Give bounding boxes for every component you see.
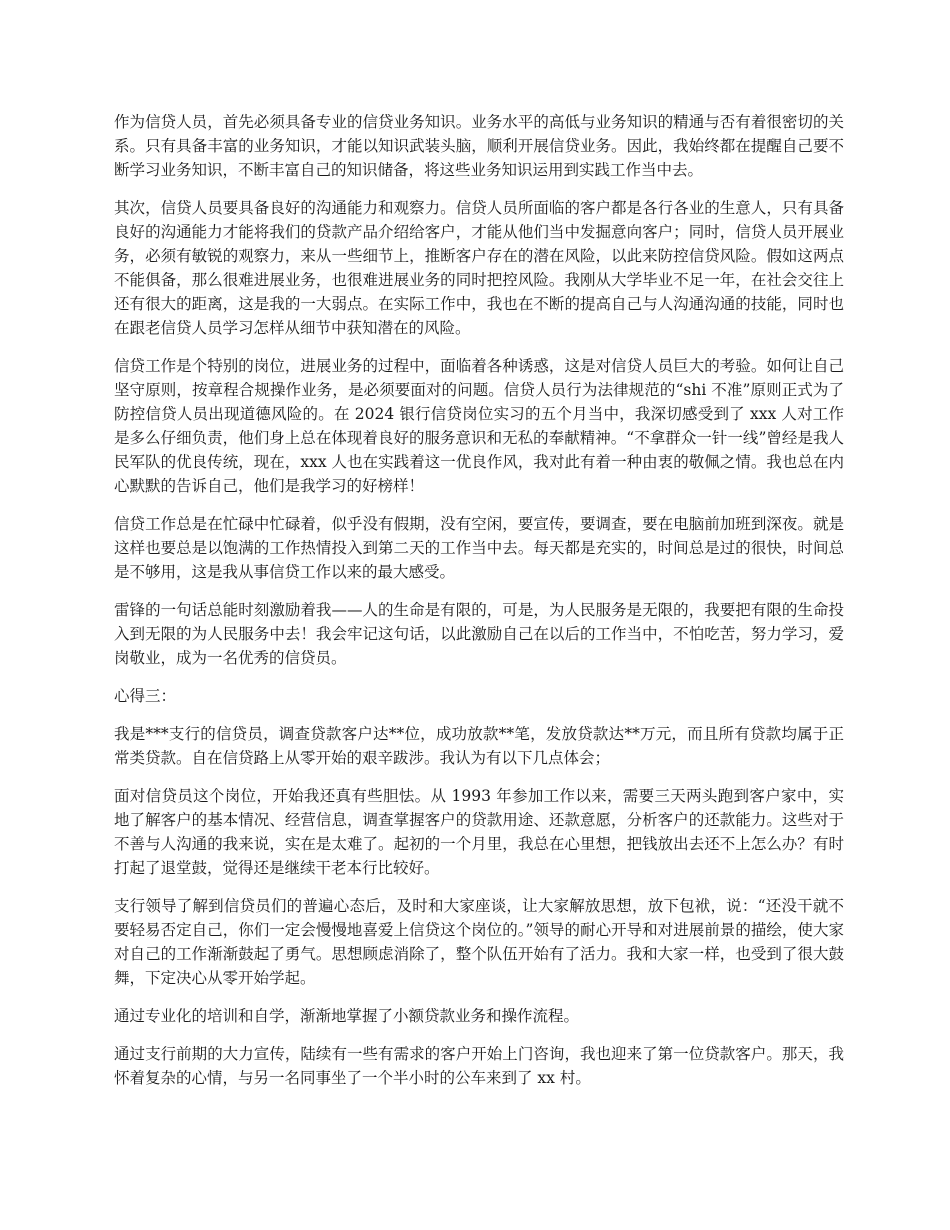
document-page bbox=[114, 110, 844, 1104]
paragraph-8: 面对信贷员这个岗位，开始我还真有些胆怯。从 1993 年参加工作以来，需要三天两头跑到客户家中，实地了解客户的基本情况、经营信息，调查掌握客户的贷款用途、还款意愿，分析客户的还款能力。这些对于不善与人沟通的我来说，实在是太难了。起初的一个月里，我总在心里想，把钱放出去还不上怎么办？有时打起了退堂鼓，觉得还是继续干老本行比较好。 bbox=[114, 787, 844, 877]
paragraph-10: 通过专业化的培训和自学，渐渐地掌握了小额贷款业务和操作流程。 bbox=[114, 1007, 580, 1025]
paragraph-5: 雷锋的一句话总能时刻激励着我——人的生命是有限的，可是，为人民服务是无限的，我要把有限的生命投入到无限的为人民服务中去！我会牢记这句话，以此激励自己在以后的工作当中，不怕吃苦，努力学习，爱岗敬业，成为一名优秀的信贷员。 bbox=[114, 601, 844, 667]
paragraph-3: 信贷工作是个特别的岗位，进展业务的过程中，面临着各种诱惑，这是对信贷人员巨大的考验。如何让自己坚守原则，按章程合规操作业务，是必须要面对的问题。信贷人员行为法律规范的“shi 不准”原则正式为了防控信贷人员出现道德风险的。在 2024 银行信贷岗位实习的五个月当中，我深切感受到了 xxx 人对工作是多么仔细负责，他们身上总在体现着良好的服务意识和无私的奉献精神。“不拿群众一针一线”曾经是我人民军队的优良传统，现在，xxx 人也在实践着这一优良作风，我对此有着一种由衷的敬佩之情。我也总在内心默默的告诉自己，他们是我学习的好榜样！ bbox=[114, 357, 844, 495]
paragraph-9: 支行领导了解到信贷员们的普遍心态后，及时和大家座谈，让大家解放思想，放下包袱，说：“还没干就不要轻易否定自己，你们一定会慢慢地喜爱上信贷这个岗位的。”领导的耐心开导和对进展前景的描绘，使大家对自己的工作渐渐鼓起了勇气。思想顾虑消除了，整个队伍开始有了活力。我和大家一样，也受到了很大鼓舞，下定决心从零开始学起。 bbox=[114, 897, 844, 987]
paragraph-4: 信贷工作总是在忙碌中忙碌着，似乎没有假期，没有空闲，要宣传，要调查，要在电脑前加班到深夜。就是这样也要总是以饱满的工作热情投入到第二天的工作当中去。每天都是充实的，时间总是过的很快，时间总是不够用，这是我从事信贷工作以来的最大感受。 bbox=[114, 515, 844, 581]
paragraph-2: 其次，信贷人员要具备良好的沟通能力和观察力。信贷人员所面临的客户都是各行各业的生意人，只有具备良好的沟通能力才能将我们的贷款产品介绍给客户，才能从他们当中发掘意向客户；同时，信贷人员开展业务，必须有敏锐的观察力，来从一些细节上，推断客户存在的潜在风险，以此来防控信贷风险。假如这两点不能俱备，那么很难进展业务，也很难进展业务的同时把控风险。我刚从大学毕业不足一年，在社会交往上还有很大的距离，这是我的一大弱点。在实际工作中，我也在不断的提高自己与人沟通沟通的技能，同时也在跟老信贷人员学习怎样从细节中获知潜在的风险。 bbox=[114, 199, 844, 337]
section-heading: 心得三： bbox=[114, 687, 177, 705]
paragraph-1: 作为信贷人员，首先必须具备专业的信贷业务知识。业务水平的高低与业务知识的精通与否有着很密切的关系。只有具备丰富的业务知识，才能以知识武装头脑，顺利开展信贷业务。因此，我始终都在提醒自己要不断学习业务知识，不断丰富自己的知识储备，将这些业务知识运用到实践工作当中去。 bbox=[114, 113, 844, 179]
paragraph-7: 我是***支行的信贷员，调查贷款客户达**位，成功放款**笔，发放贷款达**万元，而且所有贷款均属于正常类贷款。自在信贷路上从零开始的艰辛跋涉。我认为有以下几点体会； bbox=[114, 725, 844, 767]
paragraph-11: 通过支行前期的大力宣传，陆续有一些有需求的客户开始上门咨询，我也迎来了第一位贷款客户。那天，我怀着复杂的心情，与另一名同事坐了一个半小时的公车来到了 xx 村。 bbox=[114, 1045, 844, 1087]
